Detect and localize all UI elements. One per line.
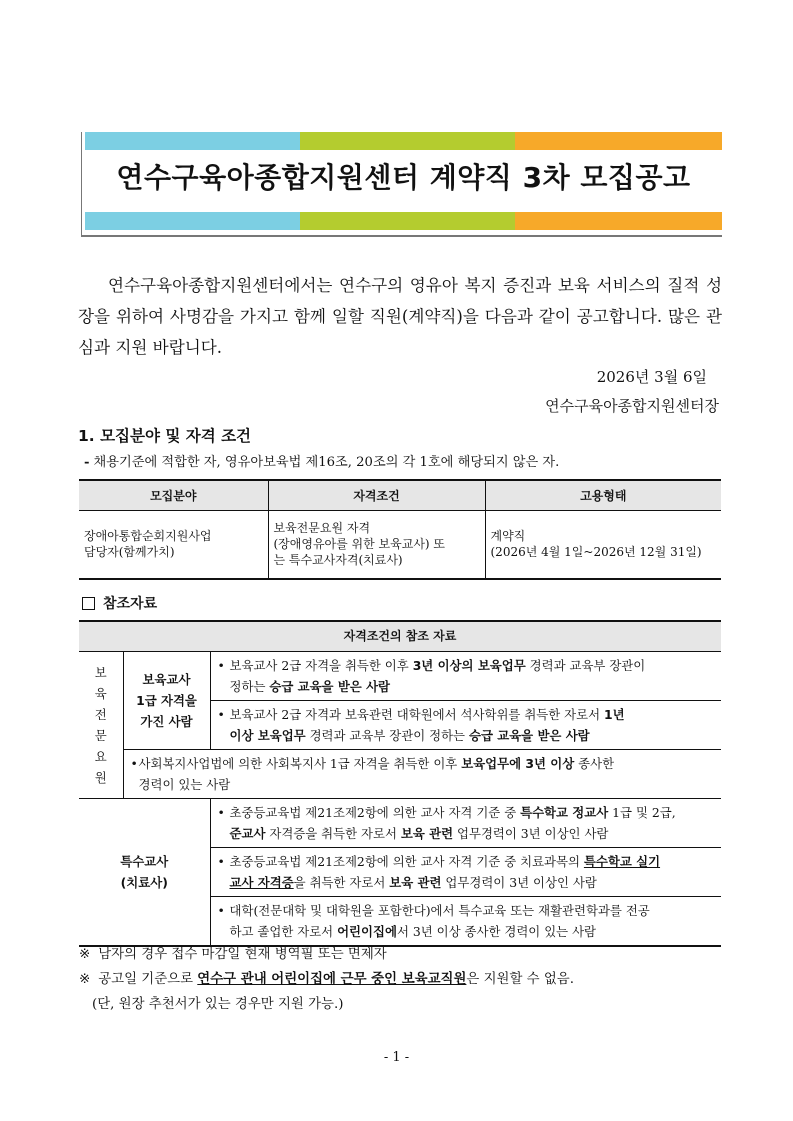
cell-field: 장애아통합순회지원사업 담당자(함께가치) (79, 510, 268, 579)
list-item: • 대학(전문대학 및 대학원을 포함한다)에서 특수교육 또는 재활관련학과를 전공 하고 졸업한 자로서 어린이집에서 3년 이상 종사한 경력이 있는 사람 (210, 896, 721, 946)
signer: 연수구육아종합지원센터장 (545, 397, 719, 415)
title-frame-bottom-line (81, 235, 722, 237)
list-item: • 초중등교육법 제21조제2항에 의한 교사 자격 기준 중 특수학교 정교사 1급 및 2급, 준교사 자격증을 취득한 자로서 보육 관련 업무경력이 3년 이상인 사람 (210, 798, 721, 847)
header-field: 모집분야 (79, 480, 268, 510)
header-qualification: 자격조건 (268, 480, 485, 510)
title-frame-left-line (81, 132, 82, 237)
page-title: 연수구육아종합지원센터 계약직 3차 모집공고 (116, 161, 691, 194)
reference-table-title: 자격조건의 참조 자료 (79, 621, 721, 651)
list-item: •사회복지사업법에 의한 사회복지사 1급 자격을 취득한 이후 보육업무에 3년 이상 종사한 경력이 있는 사람 (123, 749, 721, 798)
note-military: ※ 남자의 경우 접수 마감일 현재 병역필 또는 면제자 (79, 947, 387, 962)
group-childcare-specialist: 보 육 전 문 요 원 (79, 651, 123, 798)
intro-paragraph: 연수구육아종합지원센터에서는 연수구의 영유아 복지 증진과 보육 서비스의 질적 성장을 위하여 사명감을 가지고 함께 일할 직원(계약직)을 다음과 같이 공고합니다. 많은 관심과 지원 바랍니다. (78, 276, 722, 357)
page-number: - 1 - (383, 1050, 410, 1065)
section1-note (84, 451, 559, 470)
cell-employment: 계약직 (2026년 4월 1일~2026년 12월 31일) (485, 510, 721, 579)
sub-group-teacher-level1: 보육교사 1급 자격을 가진 사람 (123, 651, 210, 749)
table-header-row (79, 480, 721, 510)
group-special-teacher: 특수교사 (치료사) (79, 798, 210, 946)
title-color-bar-top (85, 132, 722, 150)
notes (79, 942, 574, 1017)
list-item: • 보육교사 2급 자격을 취득한 이후 3년 이상의 보육업무 경력과 교육부 장관이 정하는 승급 교육을 받은 사람 (210, 651, 721, 700)
reference-table (79, 620, 721, 947)
table-row (79, 510, 721, 579)
list-item: • 보육교사 2급 자격과 보육관련 대학원에서 석사학위를 취득한 자로서 1년 이상 보육업무 경력과 교육부 장관이 정하는 승급 교육을 받은 사람 (210, 700, 721, 749)
header-employment: 고용형태 (485, 480, 721, 510)
note-restriction: ※ 공고일 기준으로 연수구 관내 어린이집에 근무 중인 보육교직원은 지원할 수 없음. (79, 972, 574, 987)
checkbox-square-icon (82, 597, 95, 610)
reference-heading: 참조자료 (82, 593, 157, 613)
announcement-date: 2026년 3월 6일 (596, 368, 707, 386)
note-text: 채용기준에 적합한 자, 영유아보육법 제16조, 20조의 각 1호에 해당되지 않은 자. (93, 455, 560, 470)
cell-qualification: 보육전문요원 자격 (장애영유아를 위한 보육교사) 또 는 특수교사자격(치료사) (268, 510, 485, 579)
list-item: • 초중등교육법 제21조제2항에 의한 교사 자격 기준 중 치료과목의 특수학교 실기 교사 자격증을 취득한 자로서 보육 관련 업무경력이 3년 이상인 사람 (210, 847, 721, 896)
title-color-bar-bottom (85, 212, 722, 230)
section1-heading: 1. 모집분야 및 자격 조건 (78, 427, 252, 445)
recruitment-table (79, 479, 721, 580)
note-dash: - (84, 455, 90, 470)
note-exception: (단, 원장 추천서가 있는 경우만 지원 가능.) (92, 997, 344, 1012)
